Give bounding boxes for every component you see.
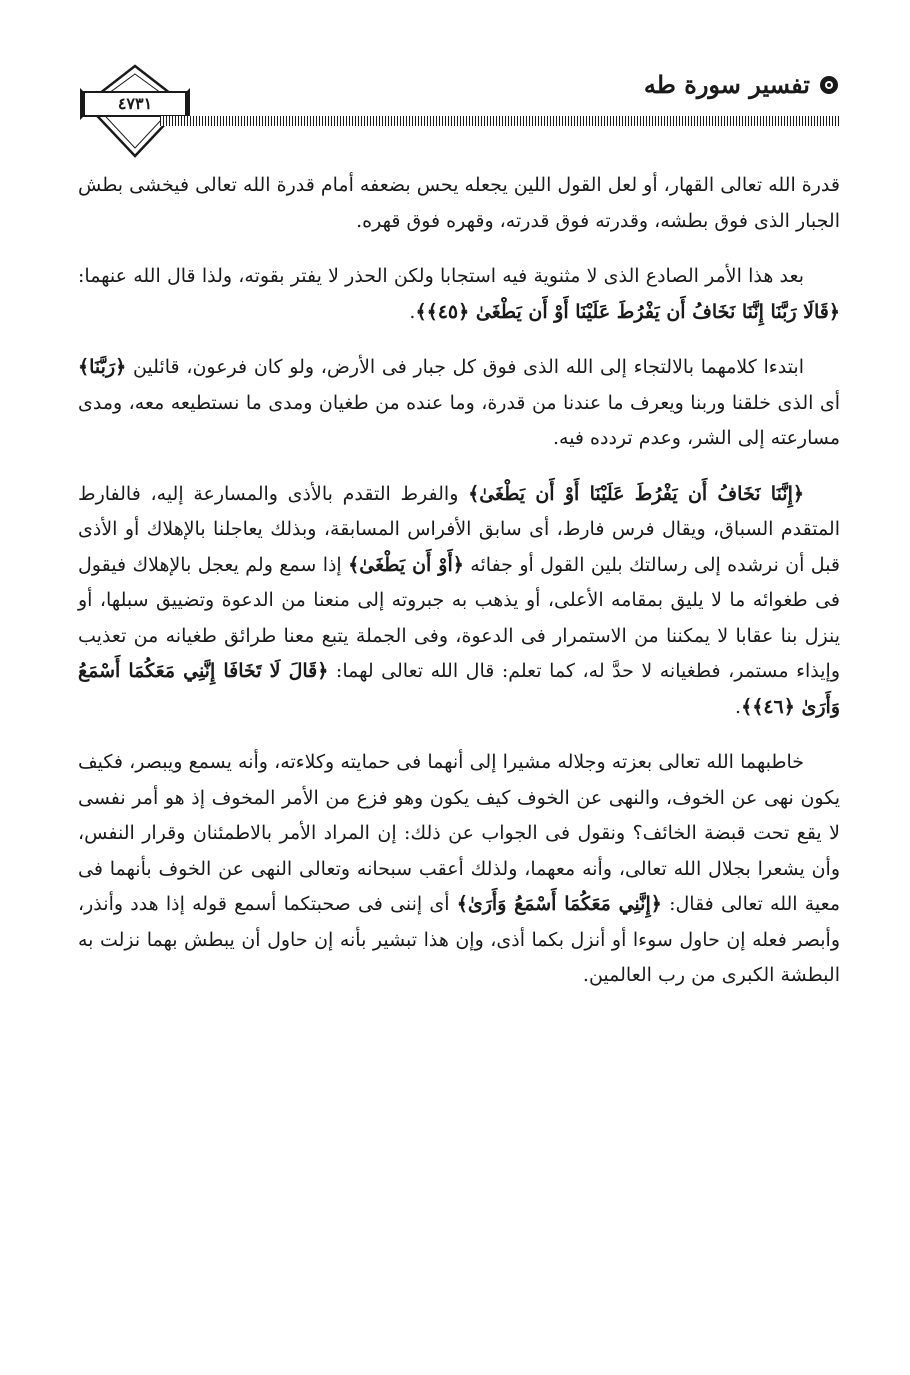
quran-verse: ﴿قَالَا رَبَّنَا إِنَّنَا نَخَافُ أَن يَفْرُطَ عَلَيْنَا أَوْ أَن يَطْغَىٰ ﴿٤٥﴾﴾ [415,300,840,323]
paragraph-1 [78,168,840,239]
paragraph-text: أى إننى فى صحبتكما أسمع قوله إذا هدد وأنذر، وأبصر فعله إن حاول سوءا أو أنزل بكما أذى، وإن هذا تبشير بأنه إن حاول أن يبطش بهما نزلت به البطشة الكبرى من رب العالمين. [78,893,840,986]
paragraph-3 [78,350,840,457]
quran-verse: ﴿رَبَّنَا﴾ [78,356,127,378]
paragraph-text: ابتدءا كلامهما بالالتجاء إلى الله الذى فوق كل جبار فى الأرض، ولو كان فرعون، قائلين [126,356,804,378]
quran-verse: ﴿إِنَّنَا نَخَافُ أَن يَفْرُطَ عَلَيْنَا أَوْ أَن يَطْغَىٰ﴾ [468,482,804,505]
page-title: تفسير سورة طه [643,70,810,99]
paragraph-2 [78,259,840,330]
quran-verse: ﴿أَوْ أَن يَطْغَىٰ﴾ [348,553,464,576]
page-header [80,62,840,162]
paragraph-text: بعد هذا الأمر الصادع الذى لا مثنوية فيه استجابا ولكن الحذر لا يفتر بقوته، ولذا قال الله عنهما: [78,265,804,287]
quran-verse: ﴿إِنَّنِي مَعَكُمَا أَسْمَعُ وَأَرَىٰ﴾ [456,893,662,915]
paragraph-text: إذا سمع ولم يعجل بالإهلاك فيقول فى طغوائه ما لا يليق بمقامه الأعلى، أو يذهب به جبروته إلى منعنا من الدعوة وتضييق سبلها، أو ينزل بنا عقابا لا يمكننا من الاستمرار فى الدعوة، وفى الجملة يتبع معنا طرائق طغيانه من تعذيب وإيذاء مستمر، فطغيانه لا حدَّ له، كما تعلم: قال الله تعالى لهما: [78,553,840,682]
paragraph-text: أى الذى خلقنا وربنا ويعرف ما عندنا من قدرة، وما عنده من طغيان ومدى ما نستطيعه معه، ومدى مسارعته إلى الشر، وعدم تردده فيه. [78,391,840,449]
paragraph-text: . [735,695,742,718]
paragraph-5 [78,745,840,994]
page-body [78,168,840,1014]
page-number: ٤٧٣١ [117,94,153,113]
ornament-icon [818,74,840,96]
paragraph-text: خاطبهما الله تعالى بعزته وجلاله مشيرا إلى أنهما فى حمايته وكلاءته، وأنه يسمع ويبصر، فكيف يكون نهى عن الخوف، والنهى عن الخوف كيف يكون وهو فزع من الأمر المخوف إذ هو أمر نفسى لا يقع تحت قبضة الخائف؟ ونقول فى الجواب عن ذلك: إن المراد الأمر بالاطمئنان وقرار النفس، وأن يشعرا بجلال الله تعالى، وأنه معهما، ولذلك أعقب سبحانه وتعالى النهى عن الخوف بأنهما فى معية الله تعالى فقال: [78,751,841,915]
quran-verse: ﴿قَالَ لَا تَخَافَا إِنَّنِي مَعَكُمَا أَسْمَعُ وَأَرَىٰ ﴿٤٦﴾﴾ [78,660,840,718]
header-rule [160,116,840,126]
paragraph-text: والفرط التقدم بالأذى والمسارعة إليه، فالفارط المتقدم السباق، ويقال فرس فارط، أى سابق الأفراس المسابقة، وبذلك يعاجلنا بالإهلاك أو الأذى قبل أن نرشده إلى رسالتك بلين القول أو جفائه [78,482,841,576]
paragraph-text: . [409,300,416,323]
paragraph-4 [78,477,840,726]
paragraph-text: قدرة الله تعالى القهار، أو لعل القول اللين يجعله يحس بضعفه أمام قدرة الله تعالى فيخشى بطش الجبار الذى فوق بطشه، وقدرته فوق قدرته، وقهره فوق قهره. [78,174,840,232]
